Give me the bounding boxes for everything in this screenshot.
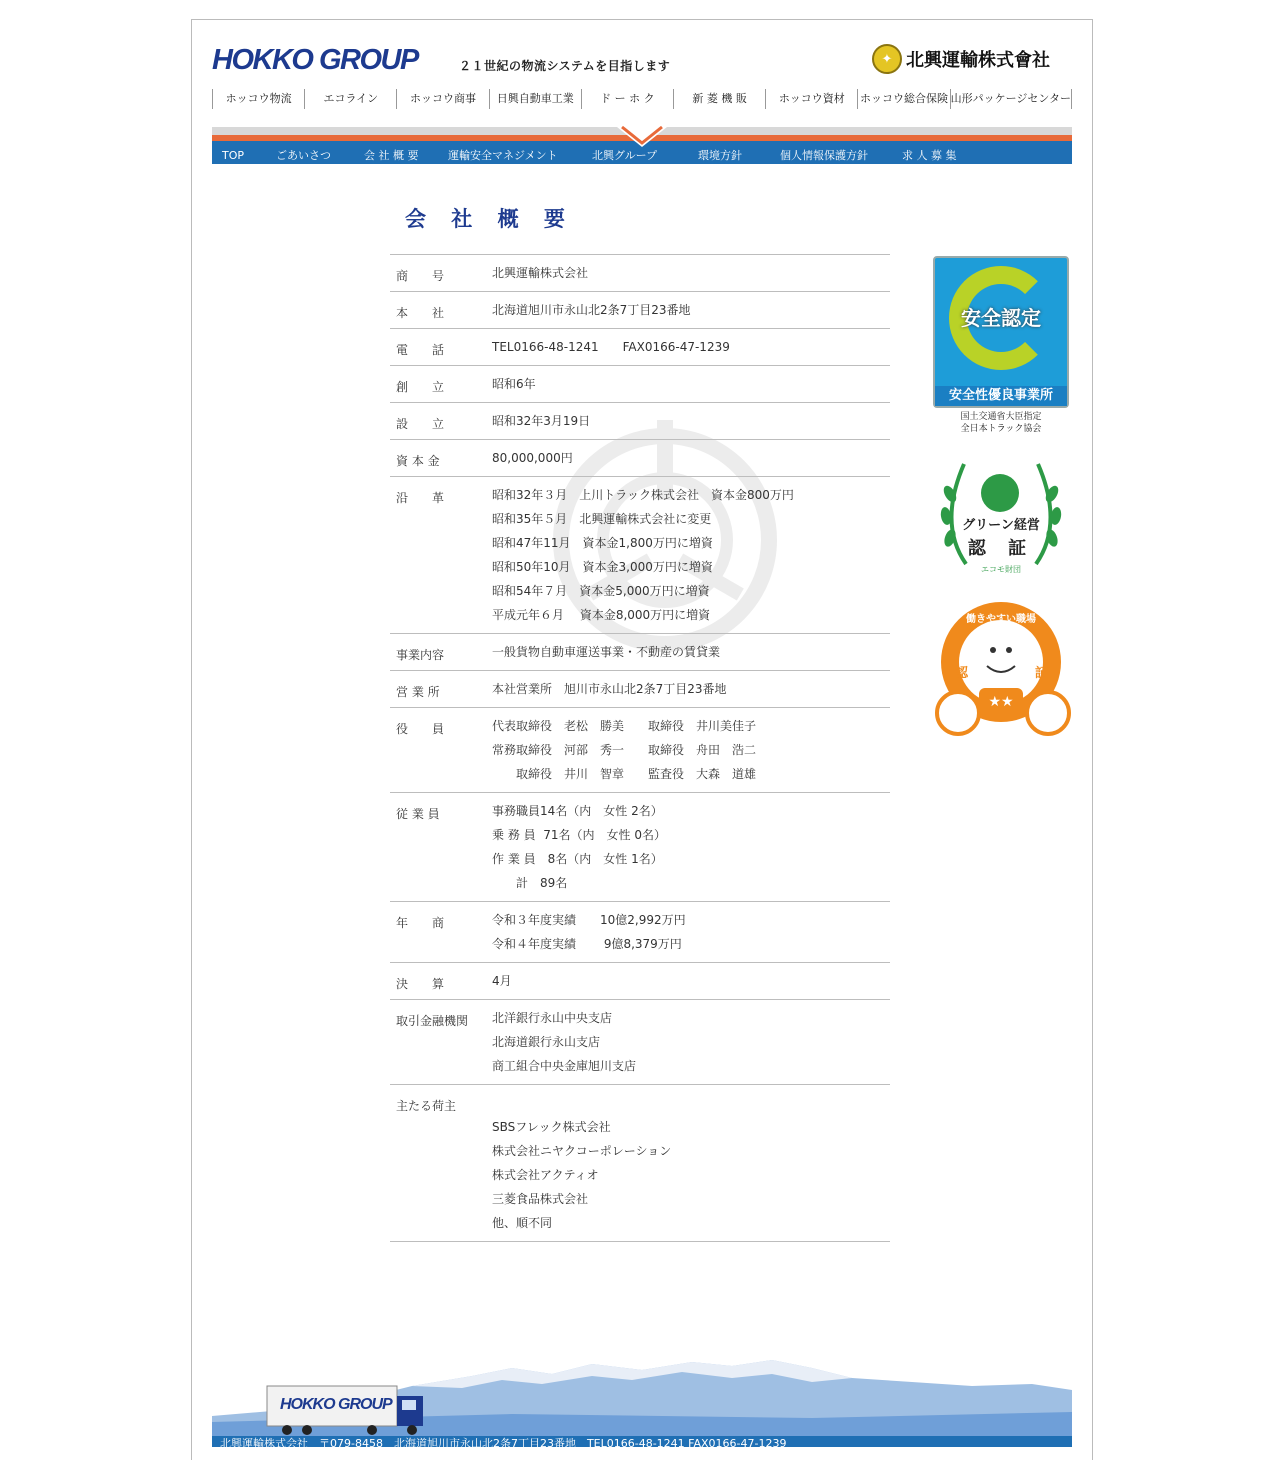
overview-value-line: 取締役 井川 智章 監査役 大森 道雄	[492, 767, 757, 781]
safety-caption: 国土交通省大臣指定 全日本トラック協会	[960, 412, 1042, 434]
overview-value-line: 北海道旭川市永山北2条7丁目23番地	[492, 303, 691, 317]
workplace-right-label: 証	[1035, 666, 1049, 681]
company-overview-table	[390, 254, 890, 1242]
group-link-hokko-shoji[interactable]: ホッコウ商事	[396, 89, 488, 109]
overview-value-line: 三菱食品株式会社	[492, 1192, 589, 1206]
overview-value-line: 商工組合中央金庫旭川支店	[492, 1059, 637, 1073]
overview-value-line: 昭和54年７月 資本金5,000万円に増資	[492, 584, 710, 598]
overview-value	[491, 255, 890, 292]
overview-value-line: 令和４年度実績 9億8,379万円	[492, 937, 682, 951]
overview-value	[491, 708, 890, 793]
overview-value-line: 昭和32年3月19日	[492, 414, 591, 428]
overview-label: 資 本 金	[396, 454, 440, 468]
good-workplace-badge	[935, 602, 1067, 732]
green-title: グリーン経営	[962, 518, 1040, 533]
overview-value-line: SBSフレック株式会社	[492, 1120, 611, 1134]
group-link-hokko-shizai[interactable]: ホッコウ資材	[765, 89, 857, 109]
nav-safety-management[interactable]: 運輸安全マネジメント	[448, 149, 558, 162]
green-management-badge	[936, 454, 1066, 576]
overview-value	[491, 477, 890, 634]
overview-row	[390, 366, 890, 403]
nav-environment-policy[interactable]: 環境方針	[698, 149, 742, 162]
overview-value-line: 4月	[492, 974, 512, 988]
overview-value-line: 乗 務 員 71名（内 女性 0名）	[492, 828, 666, 842]
group-link-ecoline[interactable]: エコライン	[304, 89, 396, 109]
page-title: 会 社 概 要	[405, 207, 574, 231]
overview-row	[390, 1000, 890, 1085]
company-name: 北興運輸株式會社	[906, 50, 1050, 71]
overview-value	[491, 1000, 890, 1085]
overview-label: 決 算	[396, 977, 445, 991]
footer-address: 北興運輸株式会社 〒079-8458 北海道旭川市永山北2条7丁目23番地 TEL0166-48-1241 FAX0166-47-1239	[220, 1437, 787, 1450]
nav-top[interactable]: TOP	[222, 149, 245, 162]
overview-value	[491, 1085, 890, 1242]
overview-value-line: 計 89名	[492, 876, 568, 890]
overview-value-line: 北洋銀行永山中央支店	[492, 1011, 613, 1025]
company-seal-icon: ✦	[872, 44, 902, 74]
overview-value-line: 北海道銀行永山支店	[492, 1035, 601, 1049]
overview-row	[390, 255, 890, 292]
overview-label: 電 話	[396, 343, 445, 357]
overview-value	[491, 793, 890, 902]
overview-value-line	[492, 1091, 889, 1115]
overview-value	[491, 671, 890, 708]
overview-value-line: 昭和6年	[492, 377, 536, 391]
overview-value-line: 代表取締役 老松 勝美 取締役 井川美佳子	[492, 719, 757, 733]
main-nav	[212, 147, 1072, 164]
overview-label: 従 業 員	[396, 807, 440, 821]
safety-subtitle: 安全性優良事業所	[935, 386, 1067, 406]
nav-greeting[interactable]: ごあいさつ	[276, 149, 331, 162]
overview-value	[491, 403, 890, 440]
overview-value	[491, 963, 890, 1000]
overview-value-line: 平成元年６月 資本金8,000万円に増資	[492, 608, 711, 622]
truck-logo: HOKKO GROUP	[280, 1396, 392, 1413]
overview-value-line: 昭和47年11月 資本金1,800万円に増資	[492, 536, 713, 550]
overview-value-line: TEL0166-48-1241 FAX0166-47-1239	[492, 340, 730, 354]
overview-value-line: 昭和35年５月 北興運輸株式会社に変更	[492, 512, 712, 526]
overview-row	[390, 671, 890, 708]
green-subtitle: 認 証	[967, 538, 1035, 559]
overview-row	[390, 708, 890, 793]
overview-row	[390, 477, 890, 634]
overview-label: 役 員	[396, 722, 445, 736]
overview-value	[491, 440, 890, 477]
nav-company-overview[interactable]: 会 社 概 要	[364, 149, 419, 162]
group-link-hokko-insurance[interactable]: ホッコウ総合保険	[857, 89, 949, 109]
footer-bar	[212, 1436, 1072, 1450]
workplace-left-label: 認	[955, 666, 969, 681]
header-decorative-band	[212, 127, 1072, 149]
overview-value-line: 昭和50年10月 資本金3,000万円に増資	[492, 560, 713, 574]
hokko-group-logo[interactable]: HOKKO GROUP	[212, 44, 418, 76]
overview-value-line: 株式会社アクティオ	[492, 1168, 599, 1182]
group-link-dohoku[interactable]: ド ー ホ ク	[581, 89, 673, 109]
overview-label: 設 立	[396, 417, 445, 431]
svg-text:★★: ★★	[988, 694, 1014, 710]
overview-value-line: 昭和32年３月 上川トラック株式会社 資本金800万円	[492, 488, 794, 502]
overview-value	[491, 902, 890, 963]
safety-title: 安全認定	[961, 306, 1041, 330]
company-logo[interactable]	[872, 44, 1050, 74]
group-link-shinryo[interactable]: 新 菱 機 販	[673, 89, 765, 109]
overview-label: 取引金融機関	[396, 1014, 469, 1028]
group-company-nav	[212, 89, 1072, 109]
overview-value	[491, 292, 890, 329]
overview-value-line: 本社営業所 旭川市永山北2条7丁目23番地	[492, 682, 727, 696]
overview-row	[390, 292, 890, 329]
globe-icon	[981, 474, 1019, 512]
overview-label: 年 商	[396, 916, 445, 930]
green-org-label: エコモ財団	[981, 565, 1021, 574]
group-link-yamagata-package[interactable]: 山形パッケージセンター	[950, 89, 1072, 109]
overview-value-line: 作 業 員 8名（内 女性 1名）	[492, 852, 663, 866]
safety-certification-badge	[933, 256, 1069, 435]
overview-row	[390, 963, 890, 1000]
overview-row	[390, 1085, 890, 1242]
nav-hokko-group[interactable]: 北興グループ	[592, 149, 658, 162]
nav-privacy-policy[interactable]: 個人情報保護方針	[780, 149, 868, 162]
group-link-nikko-auto[interactable]: 日興自動車工業	[489, 89, 581, 109]
overview-label: 事業内容	[396, 648, 445, 662]
group-link-hokko-logistics[interactable]: ホッコウ物流	[212, 89, 304, 109]
overview-label: 創 立	[396, 380, 445, 394]
overview-value	[491, 329, 890, 366]
workplace-top-label: 働きやすい職場	[966, 614, 1036, 625]
overview-label: 本 社	[396, 306, 445, 320]
overview-value-line: 常務取締役 河部 秀一 取締役 舟田 浩二	[492, 743, 757, 757]
overview-value	[491, 634, 890, 671]
overview-value	[491, 366, 890, 403]
overview-row	[390, 902, 890, 963]
overview-value-line: 事務職員14名（内 女性 2名）	[492, 804, 663, 818]
overview-value-line: 令和３年度実績 10億2,992万円	[492, 913, 686, 927]
overview-row	[390, 793, 890, 902]
overview-value-line: 北興運輸株式会社	[492, 266, 589, 280]
overview-value-line: 80,000,000円	[492, 451, 573, 465]
overview-row	[390, 403, 890, 440]
overview-label: 沿 革	[396, 491, 445, 505]
overview-row	[390, 634, 890, 671]
overview-value-line: 一般貨物自動車運送事業・不動産の賃貸業	[492, 645, 721, 659]
tagline: ２１世紀の物流システムを目指します	[459, 59, 671, 73]
overview-label: 主たる荷主	[396, 1099, 457, 1113]
overview-value-line: 他、順不同	[492, 1216, 553, 1230]
overview-label: 営 業 所	[396, 685, 440, 699]
overview-value-line: 株式会社ニヤクコーポレーション	[492, 1144, 672, 1158]
overview-row	[390, 329, 890, 366]
nav-recruitment[interactable]: 求 人 募 集	[902, 149, 957, 162]
overview-label: 商 号	[396, 269, 445, 283]
overview-row	[390, 440, 890, 477]
